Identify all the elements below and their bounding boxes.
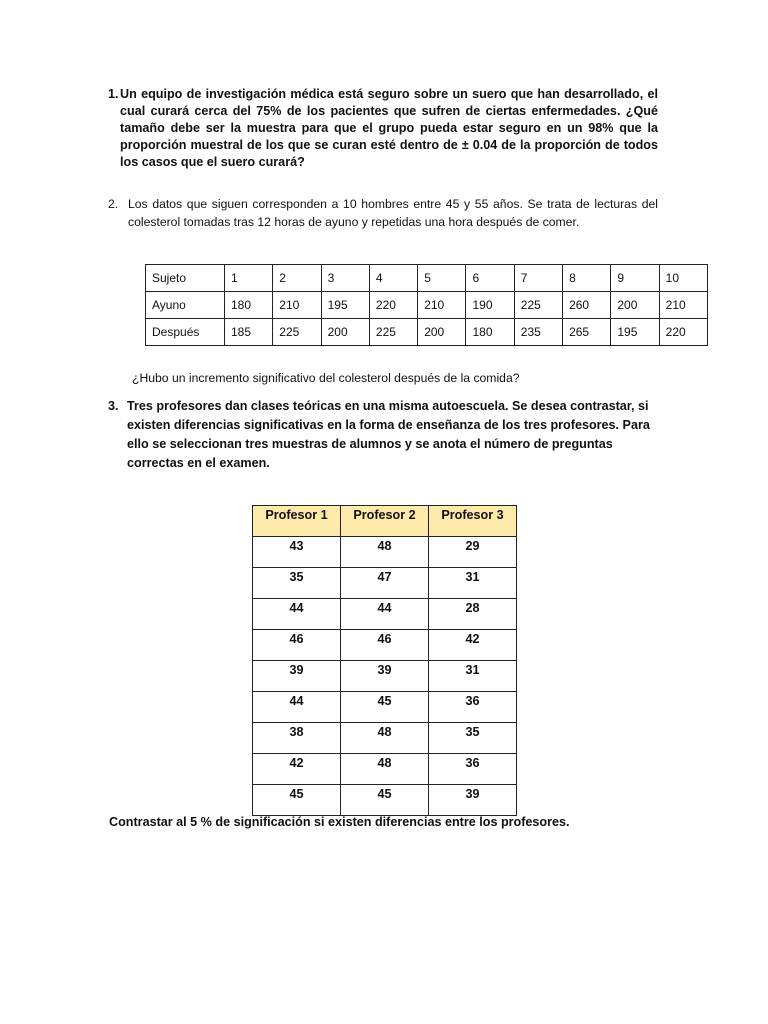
table-header-row [253, 506, 517, 537]
question-1-text: Un equipo de investigación médica está seguro sobre un suero que han desarrollado, el cual curará cerca del 75% de los pacientes que sufren de ciertas enfermedades. ¿Qué tamaño debe ser la muestra para que el grupo pueda estar seguro en un 98% que la proporción muestral de los que se curan esté dentro de ± 0.04 de la proporción de todos los casos que el suero curará? [120, 87, 658, 169]
table-cell: 45 [253, 785, 341, 816]
question-3-text: Tres profesores dan clases teóricas en una misma autoescuela. Se desea contrastar, si existen diferencias significativas en la forma de enseñanza de los tres profesores. Para ello se seleccionan tres muestras de alumnos y se anota el número de preguntas correctas en el examen. [127, 399, 650, 470]
table-cell: 31 [429, 661, 517, 692]
table-cell: 36 [429, 692, 517, 723]
cholesterol-table [145, 264, 708, 346]
table-cell: 35 [429, 723, 517, 754]
table-cell: 8 [563, 265, 611, 292]
table-cell: 220 [659, 319, 707, 346]
table-cell: 180 [225, 292, 273, 319]
column-header: Profesor 2 [341, 506, 429, 537]
table-cell: 200 [611, 292, 659, 319]
table-cell: 265 [563, 319, 611, 346]
table-cell: 4 [369, 265, 417, 292]
question-2-text: Los datos que siguen corresponden a 10 hombres entre 45 y 55 años. Se trata de lecturas del colesterol tomadas tras 12 horas de ayuno y repetidas una hora después de comer. [128, 197, 658, 229]
question-1 [108, 86, 658, 171]
table-cell: 1 [225, 265, 273, 292]
table-cell: 28 [429, 599, 517, 630]
table-cell: 9 [611, 265, 659, 292]
table-row [146, 292, 708, 319]
table-cell: 10 [659, 265, 707, 292]
question-3 [108, 397, 658, 473]
table-cell: 48 [341, 723, 429, 754]
closing-instruction: Contrastar al 5 % de significación si existen diferencias entre los profesores. [109, 815, 570, 829]
table-cell: 47 [341, 568, 429, 599]
column-header: Profesor 1 [253, 506, 341, 537]
table-cell: 39 [429, 785, 517, 816]
table-cell: 200 [321, 319, 369, 346]
table-row [253, 568, 517, 599]
table-row [146, 265, 708, 292]
table-cell: 200 [418, 319, 466, 346]
table-cell: 39 [341, 661, 429, 692]
question-2-number: 2. [108, 197, 119, 211]
table-row [253, 599, 517, 630]
question-1-number: 1. [108, 87, 119, 101]
table-cell: 45 [341, 692, 429, 723]
table-cell: 7 [514, 265, 562, 292]
table-row [253, 661, 517, 692]
column-header: Profesor 3 [429, 506, 517, 537]
table-cell: 39 [253, 661, 341, 692]
table-row [253, 537, 517, 568]
table-row [253, 785, 517, 816]
table-cell: 210 [273, 292, 321, 319]
table-cell: 235 [514, 319, 562, 346]
table-cell: 3 [321, 265, 369, 292]
table-cell: 42 [253, 754, 341, 785]
table-cell: 6 [466, 265, 514, 292]
professors-table [252, 505, 517, 816]
table-cell: 31 [429, 568, 517, 599]
table-cell: 225 [369, 319, 417, 346]
row-label: Ayuno [146, 292, 225, 319]
table-row [253, 692, 517, 723]
table-row [253, 723, 517, 754]
table-row [253, 754, 517, 785]
table-cell: 260 [563, 292, 611, 319]
row-label: Después [146, 319, 225, 346]
table-cell: 195 [611, 319, 659, 346]
table-cell: 220 [369, 292, 417, 319]
table-cell: 180 [466, 319, 514, 346]
question-2-follow-up: ¿Hubo un incremento significativo del colesterol después de la comida? [132, 371, 520, 385]
table-cell: 225 [514, 292, 562, 319]
table-cell: 2 [273, 265, 321, 292]
table-cell: 43 [253, 537, 341, 568]
table-cell: 210 [418, 292, 466, 319]
table-cell: 44 [253, 692, 341, 723]
table-cell: 45 [341, 785, 429, 816]
table-cell: 5 [418, 265, 466, 292]
question-2 [108, 196, 658, 231]
table-cell: 195 [321, 292, 369, 319]
table-cell: 29 [429, 537, 517, 568]
table-cell: 36 [429, 754, 517, 785]
table-cell: 190 [466, 292, 514, 319]
table-row [253, 630, 517, 661]
row-label: Sujeto [146, 265, 225, 292]
table-row [146, 319, 708, 346]
table-cell: 48 [341, 537, 429, 568]
table-cell: 44 [253, 599, 341, 630]
question-3-number: 3. [108, 399, 119, 413]
table-cell: 44 [341, 599, 429, 630]
table-cell: 46 [341, 630, 429, 661]
table-cell: 42 [429, 630, 517, 661]
table-cell: 35 [253, 568, 341, 599]
table-cell: 185 [225, 319, 273, 346]
table-cell: 210 [659, 292, 707, 319]
table-cell: 46 [253, 630, 341, 661]
table-cell: 38 [253, 723, 341, 754]
table-cell: 48 [341, 754, 429, 785]
table-cell: 225 [273, 319, 321, 346]
